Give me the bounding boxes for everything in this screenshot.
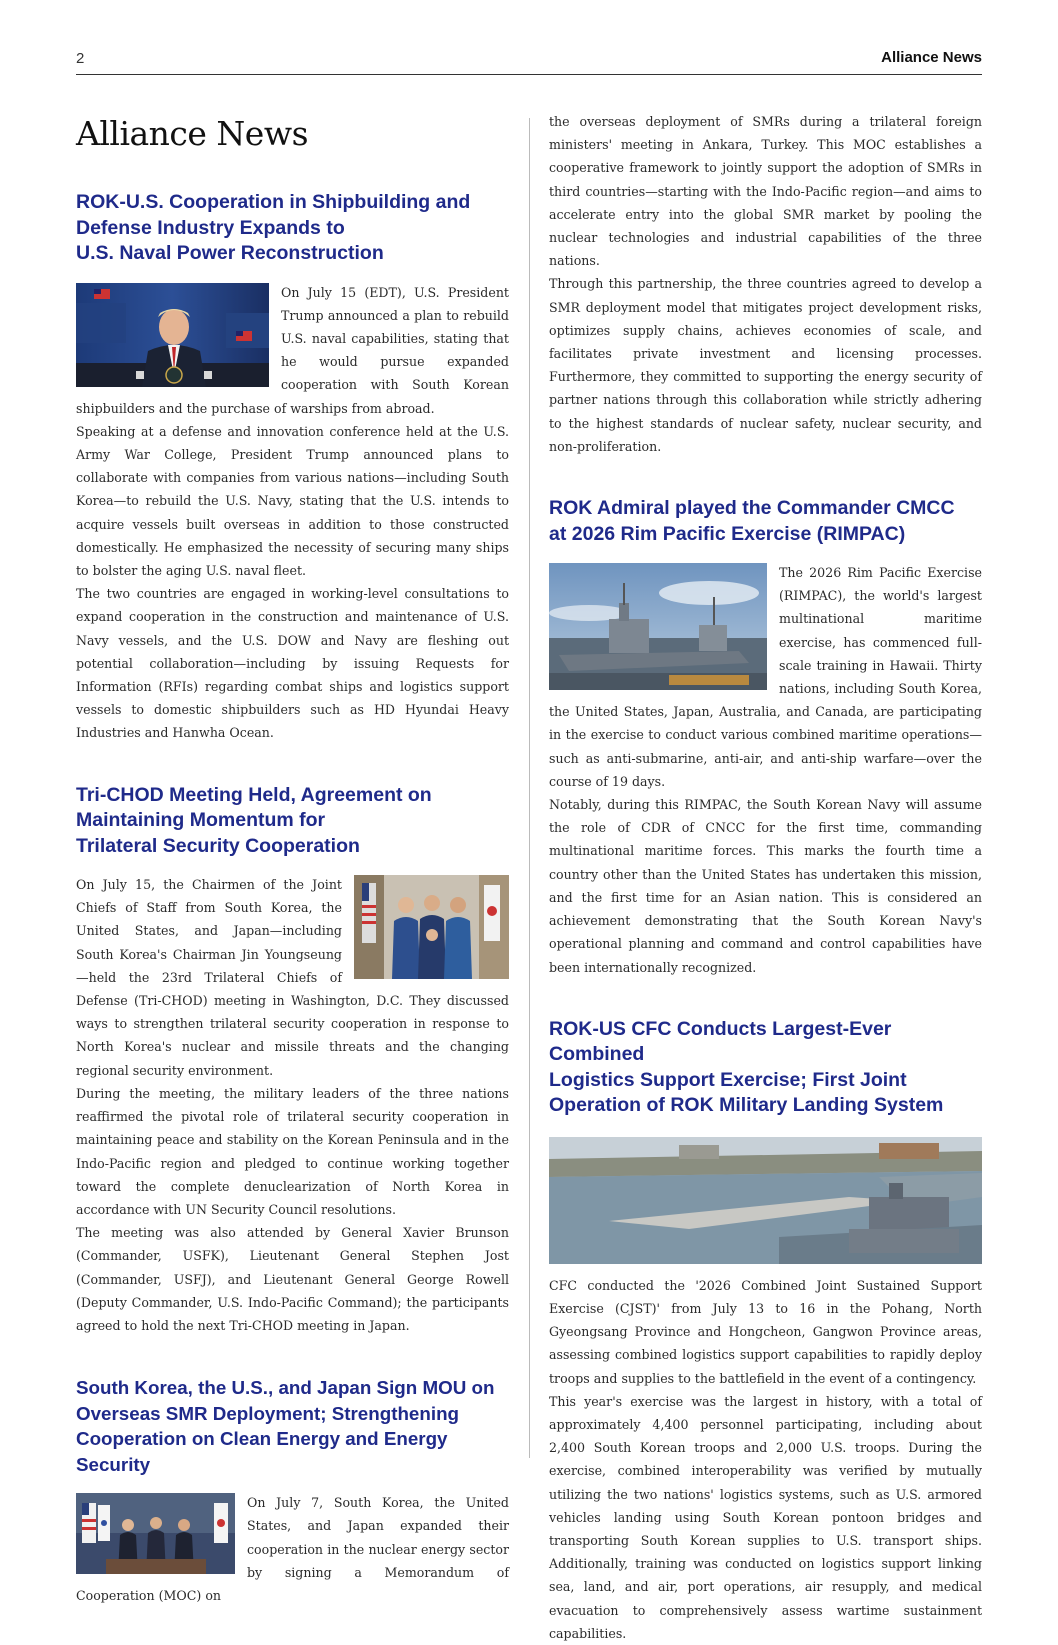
article-paragraph: On July 7, South Korea, the United States, and Japan expanded their cooperation in the nuclear energy sector by signing a Memorandum of Cooperation (MOC) on: [76, 1495, 509, 1603]
article-headline: ROK-US CFC Conducts Largest-Ever Combined Logistics Support Exercise; First Joint Operation of ROK Military Landing System: [549, 1017, 944, 1117]
page-number: 2: [76, 50, 85, 67]
article-shipbuilding: [76, 190, 509, 745]
running-title: Alliance News: [881, 49, 982, 66]
article-headline: Tri-CHOD Meeting Held, Agreement on Maintaining Momentum for Trilateral Security Cooperation: [76, 783, 432, 857]
article-headline: ROK-U.S. Cooperation in Shipbuilding and Defense Industry Expands to U.S. Naval Power Reconstruction: [76, 191, 471, 264]
article-paragraph: On July 15, the Chairmen of the Joint Chiefs of Staff from South Korea, the United States, and Japan—including South Korea's Chairman Jin Youngseung—held the 23rd Trilateral Chiefs of Defense (Tri-CHOD) meeting in Washington, D.C. They discussed ways to strengthen trilateral security cooperation in response to North Korea's nuclear and missile threats and the changing regional security environment.: [76, 877, 509, 1078]
article-paragraph: Through this partnership, the three countries agreed to develop a SMR deployment model that mitigates project development risks, optimizes supply chains, achieves economies of scale, and facilitates private investment and licensing processes. Furthermore, they committed to supporting the energy security of partner nations through this collaboration while strictly adhering to the highest standards of nuclear safety, nuclear security, and non-proliferation.: [549, 276, 982, 454]
article-rimpac: [549, 496, 982, 979]
article-paragraph: This year's exercise was the largest in history, with a total of approximately 4,400 personnel participating, including about 2,400 South Korean troops and 2,000 U.S. troops. During the exercise, combined interoperability was verified by mutually utilizing the two nations' logistics systems, such as U.S. armored vehicles landing using South Korean pontoon bridges and transporting South Korean supplies to U.S. transport ships. Additionally, training was conducted on logistics support linking sea, land, and air, port operations, air resupply, and medical evacuation to comprehensively assess wartime sustainment capabilities.: [549, 1393, 982, 1641]
tri-chod-photo: [354, 875, 509, 979]
article-paragraph: The two countries are engaged in working-level consultations to expand cooperation in the construction and maintenance of U.S. Navy vessels, and the U.S. DOW and Navy are fleshing out potential collaboration—including by issuing Requests for Information (RFIs) regarding combat ships and logistics support vessels to domestic shipbuilders such as HD Hyundai Heavy Industries and Hanwha Ocean.: [76, 586, 509, 741]
article-headline: South Korea, the U.S., and Japan Sign MOU on Overseas SMR Deployment; Strengthening Cooperation on Clean Energy and Energy Security: [76, 1377, 495, 1475]
article-paragraph: On July 15 (EDT), U.S. President Trump announced a plan to rebuild U.S. naval capabilities, stating that he would pursue expanded cooperation with South Korean shipbuilders and the purchase of warships from abroad.: [76, 284, 509, 416]
article-paragraph: During the meeting, the military leaders of the three nations reaffirmed the pivotal role of trilateral security cooperation in maintaining peace and stability on the Korean Peninsula and in the Indo-Pacific region and pledged to continue working together toward the complete denuclearization of North Korea in accordance with UN Security Council resolutions.: [76, 1085, 509, 1217]
right-column: [549, 110, 982, 1645]
page-title: Alliance News: [76, 114, 309, 153]
trump-summit-photo: [76, 283, 269, 387]
article-paragraph: CFC conducted the '2026 Combined Joint Sustained Support Exercise (CJST)' from July 13 to 16 in the Pohang, North Gyeongsang Province and Hongcheon, Gangwon Province areas, assessing combined logistics support capabilities to rapidly deploy troops and supplies to the battlefield in the event of a contingency.: [549, 1277, 982, 1386]
article-paragraph: Speaking at a defense and innovation conference held at the U.S. Army War College, President Trump announced plans to collaborate with companies from various nations—including South Korea—to rebuild the U.S. Navy, stating that the U.S. intends to acquire vessels built overseas in addition to those constructed domestically. He emphasized the necessity of securing many ships to bolster the aging U.S. naval fleet.: [76, 423, 509, 578]
article-paragraph: the overseas deployment of SMRs during a trilateral foreign ministers' meeting in Ankara, Turkey. This MOC establishes a cooperative framework to jointly support the adoption of SMRs in third countries—starting with the Indo-Pacific region—and aims to accelerate entry into the global SMR market by pooling the nuclear technologies and industrial capabilities of the three nations.: [549, 114, 982, 269]
article-smr: [76, 1375, 509, 1607]
left-column: [76, 110, 509, 1607]
page-header: [76, 48, 982, 75]
article-tri-chod: [76, 783, 509, 1338]
article-cjst: [549, 1017, 982, 1645]
article-paragraph: Notably, during this RIMPAC, the South Korean Navy will assume the role of CDR of CNCC for the first time, commanding multinational maritime forces. This marks the fourth time a country other than the United States has undertaken this mission, and the first time for an Asian nation. This is considered an achievement demonstrating that the South Korean Navy's operational planning and command and control capabilities have been internationally recognized.: [549, 797, 982, 975]
pontoon-bridge-photo: [549, 1137, 982, 1264]
smr-signing-photo: [76, 1493, 235, 1574]
column-divider: [529, 118, 530, 1458]
article-paragraph: The 2026 Rim Pacific Exercise (RIMPAC), the world's largest multinational maritime exercise, has commenced full-scale training in Hawaii. Thirty nations, including South Korea, the United States, Japan, Australia, and Canada, are participating in the exercise to conduct various combined maritime operations—such as anti-submarine, anti-air, and anti-ship warfare—over the course of 19 days.: [549, 565, 982, 789]
article-paragraph: The meeting was also attended by General Xavier Brunson (Commander, USFK), Lieutenant General Stephen Jost (Commander, USFJ), and Lieutenant General George Rowell (Deputy Commander, U.S. Indo-Pacific Command); the participants agreed to hold the next Tri-CHOD meeting in Japan.: [76, 1225, 509, 1333]
article-smr-continued: [549, 110, 982, 458]
article-headline: ROK Admiral played the Commander CMCC at 2026 Rim Pacific Exercise (RIMPAC): [549, 497, 955, 545]
rimpac-ship-photo: [549, 563, 767, 690]
